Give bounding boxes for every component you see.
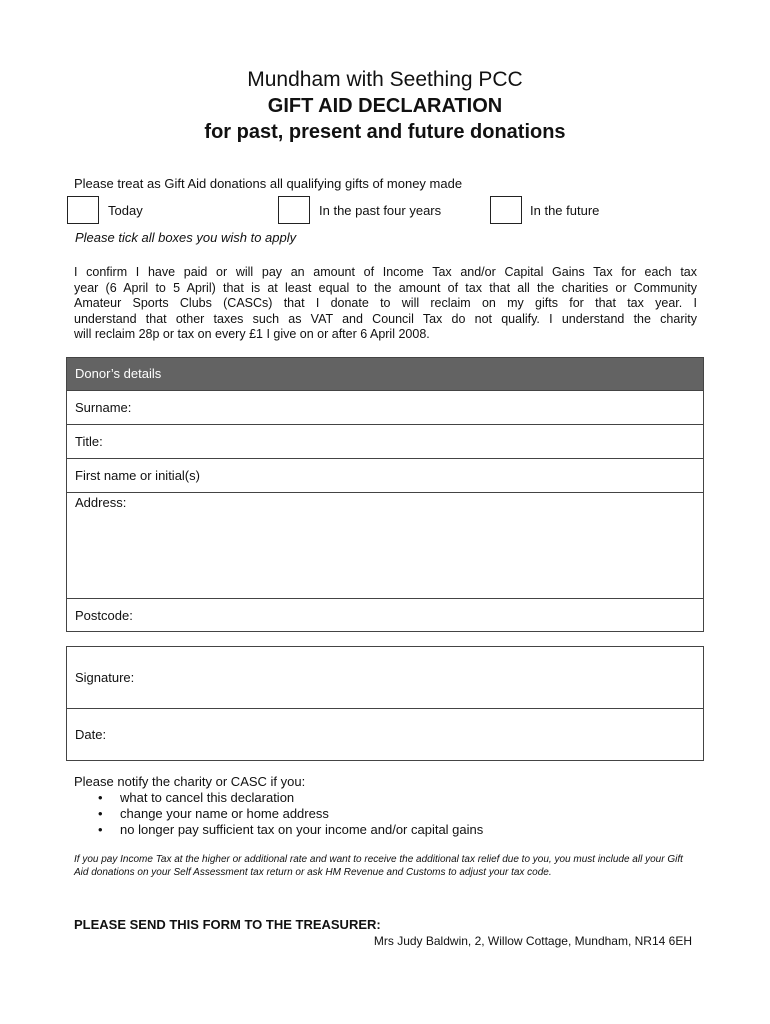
intro-text: Please treat as Gift Aid donations all qualifying gifts of money made — [74, 176, 463, 191]
higher-rate-note: If you pay Income Tax at the higher or additional rate and want to receive the additional tax relief due to you, you must include all your Gift Aid donations on your Self Assessment tax return or ask HM Revenue and Customs to adjust your tax code. — [74, 854, 683, 878]
first-name-field[interactable]: First name or initial(s) — [67, 458, 703, 492]
declaration-line: year (6 April to 5 April) that is at least equal to the amount of tax that all the charities or Community — [74, 280, 697, 295]
donor-details-heading: Donor’s details — [67, 358, 703, 390]
past-four-years-label: In the past four years — [319, 203, 442, 218]
tick-instruction: Please tick all boxes you wish to apply — [75, 230, 297, 245]
list-item: • change your name or home address — [74, 806, 483, 822]
address-field[interactable]: Address: — [67, 492, 703, 598]
list-item: • what to cancel this declaration — [74, 790, 483, 806]
declaration-line: Amateur Sports Clubs (CASCs) that I donate to will reclaim on my gifts for that tax year. I — [74, 296, 697, 310]
declaration-text — [74, 265, 697, 343]
future-checkbox[interactable] — [490, 196, 522, 224]
list-item: • no longer pay sufficient tax on your income and/or capital gains — [74, 822, 483, 838]
donor-details-table — [66, 357, 704, 632]
signature-table — [66, 646, 704, 761]
org-name: Mundham with Seething PCC — [247, 68, 523, 91]
past-four-years-checkbox[interactable] — [278, 196, 310, 224]
future-label: In the future — [530, 203, 600, 218]
notify-intro: Please notify the charity or CASC if you: — [74, 774, 306, 789]
treasurer-address: Mrs Judy Baldwin, 2, Willow Cottage, Mundham, NR14 6EH — [373, 934, 692, 948]
title-field[interactable]: Title: — [67, 424, 703, 458]
postcode-field[interactable]: Postcode: — [67, 598, 703, 631]
send-heading: PLEASE SEND THIS FORM TO THE TREASURER: — [74, 917, 381, 932]
declaration-line: will reclaim 28p or tax on every £1 I give on or after 6 April 2008. — [74, 327, 430, 341]
notify-section — [74, 774, 483, 838]
today-label: Today — [108, 203, 143, 218]
form-title: GIFT AID DECLARATION — [267, 95, 503, 117]
form-subtitle: for past, present and future donations — [204, 121, 566, 143]
notify-list — [74, 790, 483, 838]
declaration-line: understand that other taxes such as VAT and Council Tax do not qualify. I understand the charity — [74, 311, 697, 326]
date-field[interactable]: Date: — [67, 708, 703, 760]
surname-field[interactable]: Surname: — [67, 390, 703, 424]
declaration-line: I confirm I have paid or will pay an amount of Income Tax and/or Capital Gains Tax for each tax — [74, 265, 697, 279]
today-checkbox[interactable] — [67, 196, 99, 224]
signature-field[interactable]: Signature: — [75, 670, 135, 685]
